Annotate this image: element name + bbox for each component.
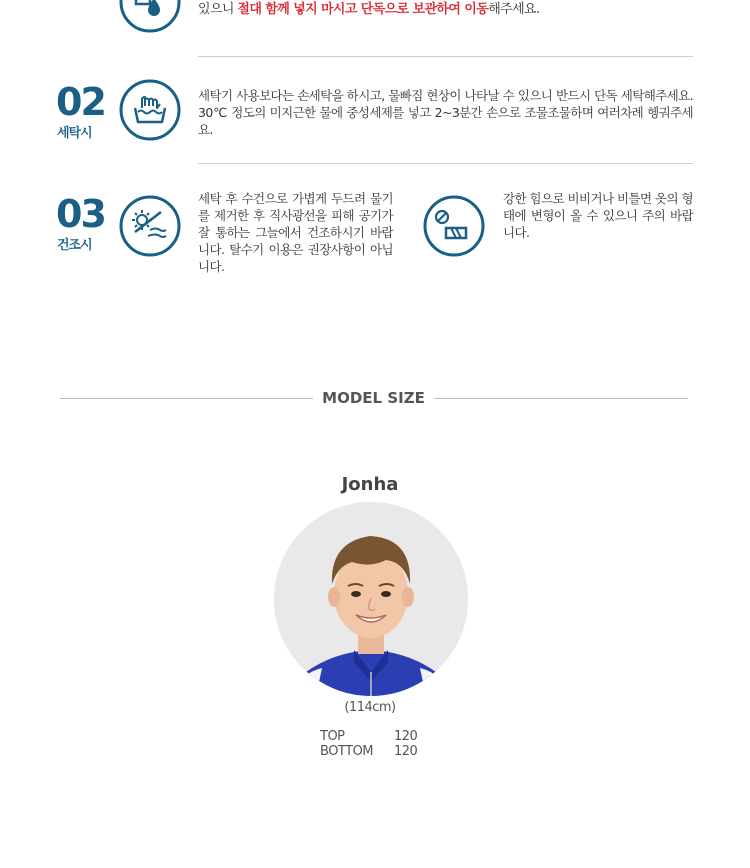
model-size-title: MODEL SIZE: [322, 389, 425, 407]
model-name: Jonha: [341, 474, 399, 495]
step-number-03: 03: [56, 192, 105, 236]
step-number-02: 02: [56, 80, 105, 124]
size-value: 120: [394, 729, 418, 744]
wringing-warning: 강한 힘으로 비비거나 비틀면 옷의 형태에 변형이 올 수 있으니 주의 바랍니다.: [503, 191, 693, 240]
shade-dry-icon: [118, 194, 182, 258]
size-value: 120: [394, 744, 418, 759]
storage-warning-highlight: 절대 함께 넣지 마시고 단독으로 보관하여 이동: [237, 2, 489, 17]
drying-instructions: 세탁 후 수건으로 가볍게 두드려 물기를 제거한 후 직사광선을 피해 공기가 잘 통하는 그늘에서 건조하시기 바랍니다. 탈수기 이용은 권장사항이 아닙니다.: [198, 191, 393, 274]
storage-warning-text: 있으니 절대 함께 넣지 마시고 단독으로 보관하여 이동해주세요.: [198, 2, 540, 17]
size-row-top: [320, 729, 440, 744]
divider: [198, 163, 693, 164]
no-wring-icon: [422, 194, 486, 258]
size-row-bottom: [320, 744, 440, 759]
care-icon-storage: [118, 0, 182, 34]
size-label: TOP: [320, 729, 345, 744]
model-height: (114cm): [344, 700, 396, 715]
size-label: BOTTOM: [320, 744, 374, 759]
hand-wash-icon: [118, 78, 182, 142]
step-label-drying: 건조시: [57, 238, 92, 253]
model-size-divider-left: [60, 398, 313, 399]
size-table: [320, 729, 440, 759]
water-drop-bag-icon: [118, 0, 182, 34]
model-size-divider-right: [434, 398, 688, 399]
step-label-washing: 세탁시: [57, 126, 92, 141]
model-photo: [274, 502, 468, 696]
washing-instructions: 세탁기 사용보다는 손세탁을 하시고, 물빠짐 현상이 나타날 수 있으니 반드시 단독 세탁해주세요. 30℃ 정도의 미지근한 물에 중성세제를 넣고 2~3분간 손으로 조물조물하며 여러차례 헹궈주세요.: [198, 88, 693, 137]
divider: [198, 56, 693, 57]
